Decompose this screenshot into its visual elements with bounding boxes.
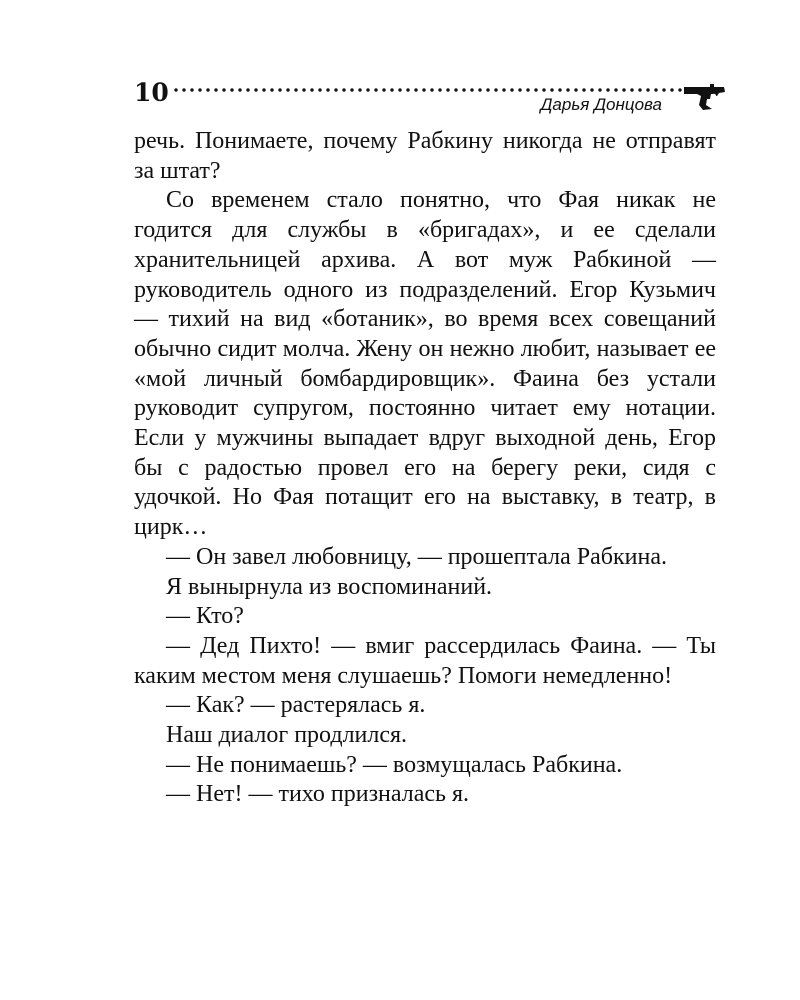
- paragraph: Я вынырнула из воспоминаний.: [166, 573, 493, 600]
- paragraph: Со временем стало понятно, что Фая никак не годится для службы в «бригадах», и ее сделали хранительницей архива. А вот муж Рабкиной — руководитель одного из подразделений. Егор Кузьмич — тихий на вид «ботаник», во время всех совещаний обычно сидит молча. Жену он нежно любит, называет ее «мой личный бомбардировщик». Фаина без устали руководит супругом, постоянно читает ему нотации. Если у мужчины выпадает вдруг выходной день, Егор бы с радостью провел его на берегу реки, сидя с удочкой. Но Фая потащит его на выставку, в театр, в цирк…: [134, 187, 716, 541]
- dotted-leader: [172, 87, 682, 93]
- paragraph: — Дед Пихто! — вмиг рассердилась Фаина. — Ты каким местом меня слушаешь? Помоги немедленно!: [134, 632, 716, 689]
- paragraph: — Кто?: [166, 603, 244, 630]
- paragraph: — Нет! — тихо призналась я.: [166, 781, 470, 808]
- running-header: [134, 78, 724, 118]
- page-body: [134, 127, 716, 810]
- paragraph: — Как? — растерялась я.: [166, 692, 426, 719]
- paragraph: — Он завел любовницу, — прошептала Рабкина.: [166, 543, 668, 570]
- revolver-icon: [684, 78, 726, 110]
- paragraph: — Не понимаешь? — возмущалась Рабкина.: [166, 751, 623, 778]
- paragraph: Наш диалог продлился.: [166, 722, 408, 749]
- page-number: 10: [134, 78, 169, 107]
- paragraph: речь. Понимаете, почему Рабкину никогда не отправят за штат?: [134, 128, 716, 184]
- author-name: Дарья Донцова: [540, 95, 662, 114]
